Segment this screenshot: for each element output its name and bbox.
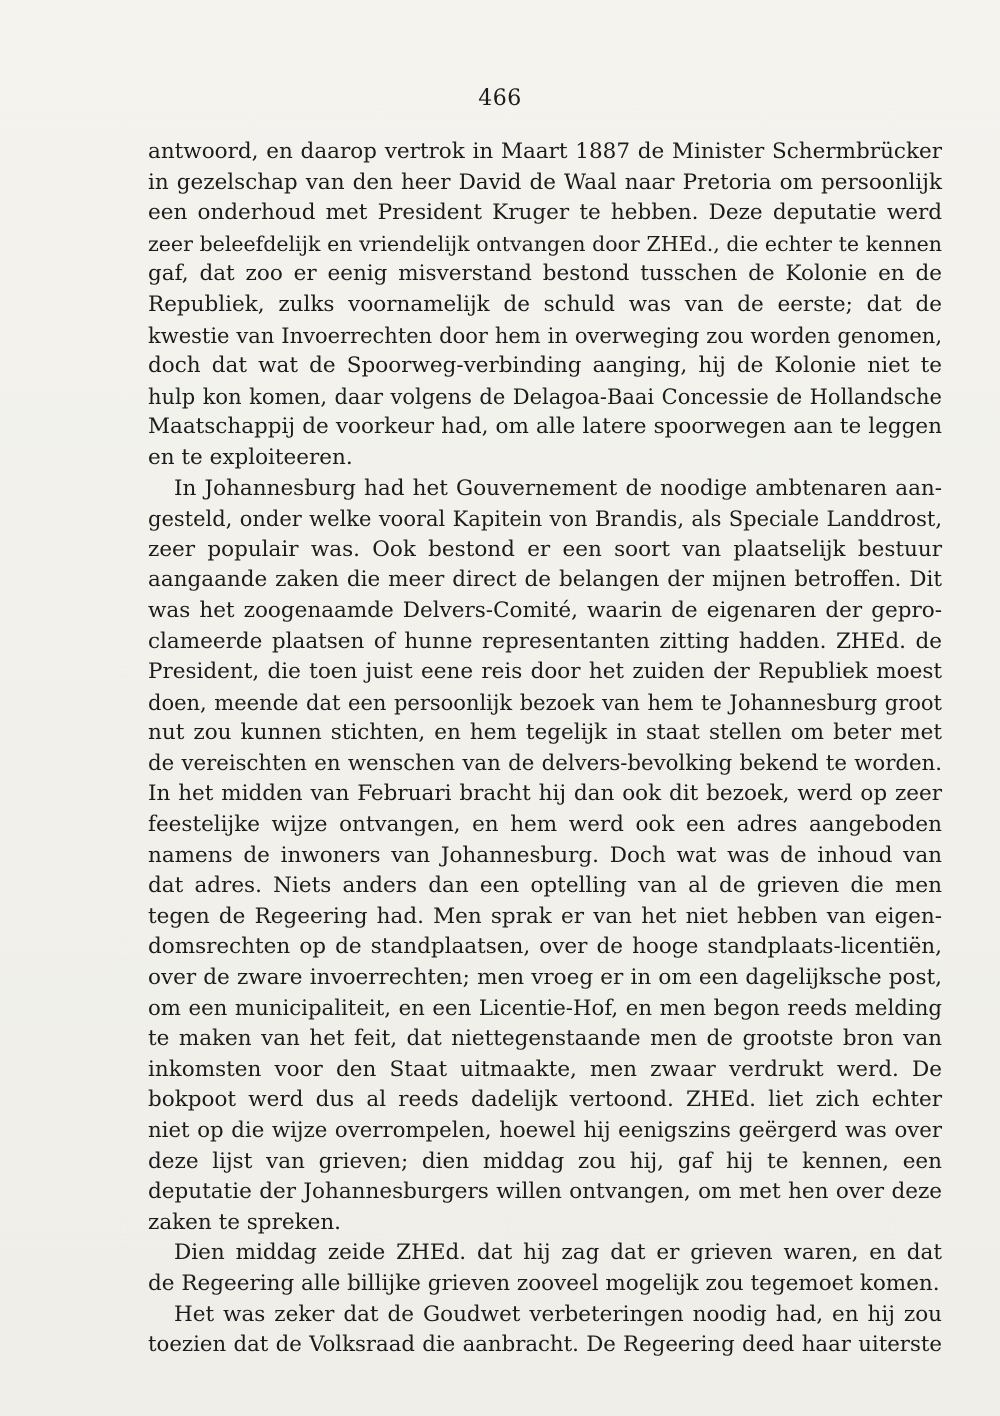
text-line: bokpoot werd dus al reeds dadelijk vertoond. ZHEd. liet zich echter	[148, 1087, 942, 1113]
text-line: om een municipaliteit, en een Licentie-Hof, en men begon reeds melding	[148, 995, 942, 1021]
text-line: niet op die wijze overrompelen, hoewel hij eenigszins geërgerd was over	[148, 1118, 942, 1143]
text-line: in gezelschap van den heer David de Waal naar Pretoria om persoonlijk	[148, 169, 942, 195]
text-line: te maken van het feit, dat niettegenstaande men de grootste bron van	[148, 1026, 942, 1052]
text-line: toezien dat de Volksraad die aanbracht. De Regeering deed haar uiterste	[148, 1332, 942, 1358]
text-line: deputatie der Johannesburgers willen ontvangen, om met hen over deze	[148, 1179, 942, 1205]
text-line: clameerde plaatsen of hunne representanten zitting hadden. ZHEd. de	[148, 628, 942, 654]
body-text	[148, 137, 942, 1361]
text-line: inkomsten voor den Staat uitmaakte, men zwaar verdrukt werd. De	[148, 1056, 942, 1082]
text-line: tegen de Regeering had. Men sprak er van het niet hebben van eigen-	[148, 903, 942, 929]
text-line: doch dat wat de Spoorweg-verbinding aanging, hij de Kolonie niet te	[148, 353, 942, 379]
text-line: In het midden van Februari bracht hij dan ook dit bezoek, werd op zeer	[148, 781, 942, 807]
text-line: over de zware invoerrechten; men vroeg er in om een dagelijksche post,	[148, 965, 942, 991]
text-line: Het was zeker dat de Goudwet verbeteringen noodig had, en hij zou	[174, 1301, 942, 1327]
text-line: dat adres. Niets anders dan een optelling van al de grieven die men	[148, 873, 942, 899]
text-line: kwestie van Invoerrechten door hem in overweging zou worden genomen,	[148, 323, 942, 348]
text-line: was het zoogenaamde Delvers-Comité, waarin de eigenaren der gepro-	[148, 597, 942, 623]
text-line: aangaande zaken die meer direct de belangen der mijnen betroffen. Dit	[148, 567, 942, 593]
text-line: Maatschappij de voorkeur had, om alle latere spoorwegen aan te leggen	[148, 414, 942, 440]
text-line: Dien middag zeide ZHEd. dat hij zag dat er grieven waren, en dat	[174, 1240, 942, 1266]
text-line: Republiek, zulks voornamelijk de schuld was van de eerste; dat de	[148, 291, 942, 317]
page-number: 466	[478, 86, 522, 111]
text-line: nut zou kunnen stichten, en hem tegelijk in staat stellen om beter met	[148, 720, 942, 746]
text-line: domsrechten op de standplaatsen, over de hooge standplaats-licentiën,	[148, 934, 942, 960]
text-line: zeer beleefdelijk en vriendelijk ontvangen door ZHEd., die echter te kennen	[148, 231, 942, 256]
text-line: gesteld, onder welke vooral Kapitein von Brandis, als Speciale Landdrost,	[148, 507, 942, 532]
text-line: antwoord, en daarop vertrok in Maart 1887 de Minister Schermbrücker	[148, 139, 942, 164]
text-line: de vereischten en wenschen van de delvers-bevolking bekend te worden.	[148, 750, 942, 776]
text-line: In Johannesburg had het Gouvernement de noodige ambtenaren aan-	[174, 475, 942, 501]
text-line: een onderhoud met President Kruger te hebben. Deze deputatie werd	[148, 200, 942, 226]
text-line: President, die toen juist eene reis door het zuiden der Republiek moest	[148, 659, 942, 685]
text-line: doen, meende dat een persoonlijk bezoek van hem te Johannesburg groot	[148, 690, 942, 715]
text-line: de Regeering alle billijke grieven zooveel mogelijk zou tegemoet komen.	[148, 1270, 940, 1296]
text-line: namens de inwoners van Johannesburg. Doch wat was de inhoud van	[148, 842, 942, 868]
text-line: zeer populair was. Ook bestond er een soort van plaatselijk bestuur	[148, 536, 942, 562]
text-line: deze lijst van grieven; dien middag zou hij, gaf hij te kennen, een	[148, 1148, 942, 1174]
text-line: gaf, dat zoo er eenig misverstand bestond tusschen de Kolonie en de	[148, 261, 942, 287]
text-line: en te exploiteeren.	[148, 444, 353, 470]
text-line: feestelijke wijze ontvangen, en hem werd ook een adres aangeboden	[148, 812, 942, 838]
text-line: zaken te spreken.	[148, 1209, 342, 1235]
text-line: hulp kon komen, daar volgens de Delagoa-Baai Concessie de Hollandsche	[148, 384, 942, 409]
